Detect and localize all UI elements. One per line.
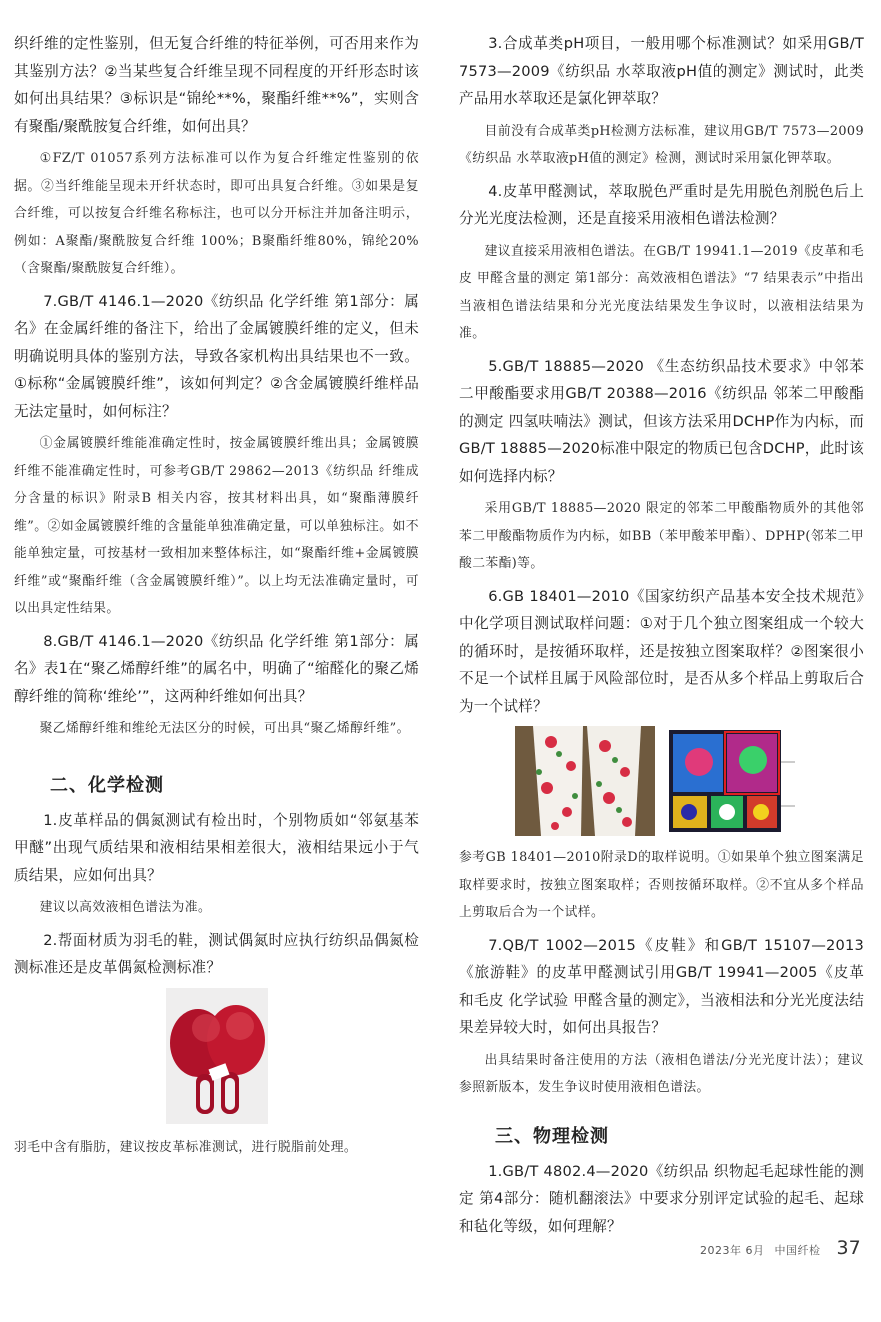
feather-shoe-photo [166, 988, 268, 1124]
chem-question-5: 5.GB/T 18885—2020 《生态纺织品技术要求》中邻苯二甲酸酯要求用GB/T 20388—2016《纺织品 邻苯二甲酸酯的测定 四氢呋喃法》测试，但该方法采用DCHP作为内标，而GB/T 18885—2020标准中限定的物质已包含DCHP，此时该如何选择内标？ [459, 357, 864, 485]
question-continued: 织纤维的定性鉴别，但无复合纤维的特征举例，可否用来作为其鉴别方法？②当某些复合纤维呈现不同程度的开纤形态时该如何出具结果？③标识是“锦纶**%，聚酯纤维**%”，实则含有聚酯/聚酰胺复合纤维，如何出具？ [14, 35, 419, 135]
right-column [459, 30, 864, 1245]
question-8-pva-fiber: 8.GB/T 4146.1—2020《纺织品 化学纤维 第1部分：属名》表1在“聚乙烯醇纤维”的属名中，明确了“缩醛化的聚乙烯醇纤维的简称‘维纶’”，这两种纤维如何出具？ [14, 632, 419, 705]
chem-question-1: 1.皮革样品的偶氮测试有检出时，个别物质如“邻氨基苯甲醚”出现气质结果和液相结果相差很大，液相结果远小于气质结果，应如何出具？ [14, 811, 419, 884]
section-title-chemical: 二、化学检测 [50, 774, 164, 796]
chem-question-6: 6.GB 18401—2010《国家纺织产品基本安全技术规范》中化学项目测试取样问题：①对于几个独立图案组成一个较大的循环时，是按循环取样，还是按独立图案取样？②图案很小不足一个试样且属于风险部位时，是否从多个样品上剪取后合为一个试样？ [459, 587, 864, 715]
question-7-metal-fiber: 7.GB/T 4146.1—2020《纺织品 化学纤维 第1部分：属名》在金属纤维的备注下，给出了金属镀膜纤维的定义，但未明确说明具体的鉴别方法，导致各家机构出具结果也不一致。①标称“金属镀膜纤维”，该如何判定？②含金属镀膜纤维样品无法定量时，如何标注？ [14, 292, 419, 420]
chem-answer-4: 建议直接采用液相色谱法。在GB/T 19941.1—2019《皮革和毛皮 甲醛含量的测定 第1部分：高效液相色谱法》“7 结果表示”中指出当液相色谱法结果和分光光度法结果发生争议时，以液相法结果为准。 [459, 243, 864, 341]
phys-question-1: 1.GB/T 4802.4—2020《纺织品 织物起毛起球性能的测定 第4部分：随机翻滚法》中要求分别评定试验的起毛、起球和毡化等级，如何理解？ [459, 1162, 864, 1235]
pattern-cycle-photo [665, 726, 815, 836]
page-footer [700, 1237, 861, 1257]
chem-answer-3: 目前没有合成革类pH检测方法标准，建议用GB/T 7573—2009《纺织品 水萃取液pH值的测定》检测，测试时采用氯化钾萃取。 [459, 123, 864, 166]
chem-question-3: 3.合成革类pH项目，一般用哪个标准测试？如采用GB/T 7573—2009《纺织品 水萃取液pH值的测定》测试时，此类产品用水萃取还是氯化钾萃取？ [459, 35, 864, 107]
chem-answer-2: 羽毛中含有脂肪，建议按皮革标准测试，进行脱脂前处理。 [14, 1139, 358, 1155]
chem-answer-1: 建议以高效液相色谱法为准。 [39, 900, 212, 915]
chem-question-7: 7.QB/T 1002—2015《皮鞋》和GB/T 15107—2013《旅游鞋》的皮革甲醛测试引用GB/T 19941—2005《皮革和毛皮 化学试验 甲醛含量的测定》，当液相法和分光光度法结果差异较大时，如何出具报告？ [459, 936, 864, 1036]
strawberry-pants-photo [515, 726, 655, 836]
section-title-physical: 三、物理检测 [495, 1125, 609, 1147]
issue-date: 2023年 6月 [700, 1244, 765, 1257]
chem-question-2: 2.帮面材质为羽毛的鞋，测试偶氮时应执行纺织品偶氮检测标准还是皮革偶氮检测标准？ [14, 931, 419, 976]
page-number: 37 [836, 1237, 861, 1259]
answer-composite-fiber: ①FZ/T 01057系列方法标准可以作为复合纤维定性鉴别的依据。②当纤维能呈现未开纤状态时，即可出具复合纤维。③如果是复合纤维，可以按复合纤维名称标注，也可以分开标注并加备注明示，例如：A聚酯/聚酰胺复合纤维 100%；B聚酯纤维80%，锦纶20%（含聚酯/聚酰胺复合纤维）。 [14, 151, 419, 276]
chem-answer-5: 采用GB/T 18885—2020 限定的邻苯二甲酸酯物质外的其他邻苯二甲酸酯物质作为内标，如BB（苯甲酸苯甲酯）、DPHP(邻苯二甲酸二苯酯)等。 [459, 501, 864, 571]
chem-answer-7: 出具结果时备注使用的方法（液相色谱法/分光光度计法）；建议参照新版本，发生争议时使用液相色谱法。 [459, 1052, 864, 1095]
chem-answer-6: 参考GB 18401—2010附录D的取样说明。①如果单个独立图案满足取样要求时，按独立图案取样；否则按循环取样。②不宜从多个样品上剪取后合为一个试样。 [459, 850, 864, 920]
answer-7-metal-fiber: ①金属镀膜纤维能准确定性时，按金属镀膜纤维出具；金属镀膜纤维不能准确定性时，可参考GB/T 29862—2013《纺织品 纤维成分含量的标识》附录B 相关内容，按其材料出具，如“聚酯薄膜纤维”。②如金属镀膜纤维的含量能单独准确定量，可以单独标注。如不能单独定量，可按基材一致相加来整体标注，如“聚酯纤维+金属镀膜纤维”或“聚酯纤维（含金属镀膜纤维）”。以上均无法准确定量时，可以出具定性结果。 [14, 436, 419, 616]
chem-question-4: 4.皮革甲醛测试，萃取脱色严重时是先用脱色剂脱色后上分光光度法检测，还是直接采用液相色谱法检测？ [459, 182, 864, 227]
answer-8-pva-fiber: 聚乙烯醇纤维和维纶无法区分的时候，可出具“聚乙烯醇纤维”。 [39, 721, 410, 736]
left-column [14, 30, 419, 1166]
journal-name: 中国纤检 [774, 1244, 821, 1257]
sampling-photos [515, 726, 815, 836]
